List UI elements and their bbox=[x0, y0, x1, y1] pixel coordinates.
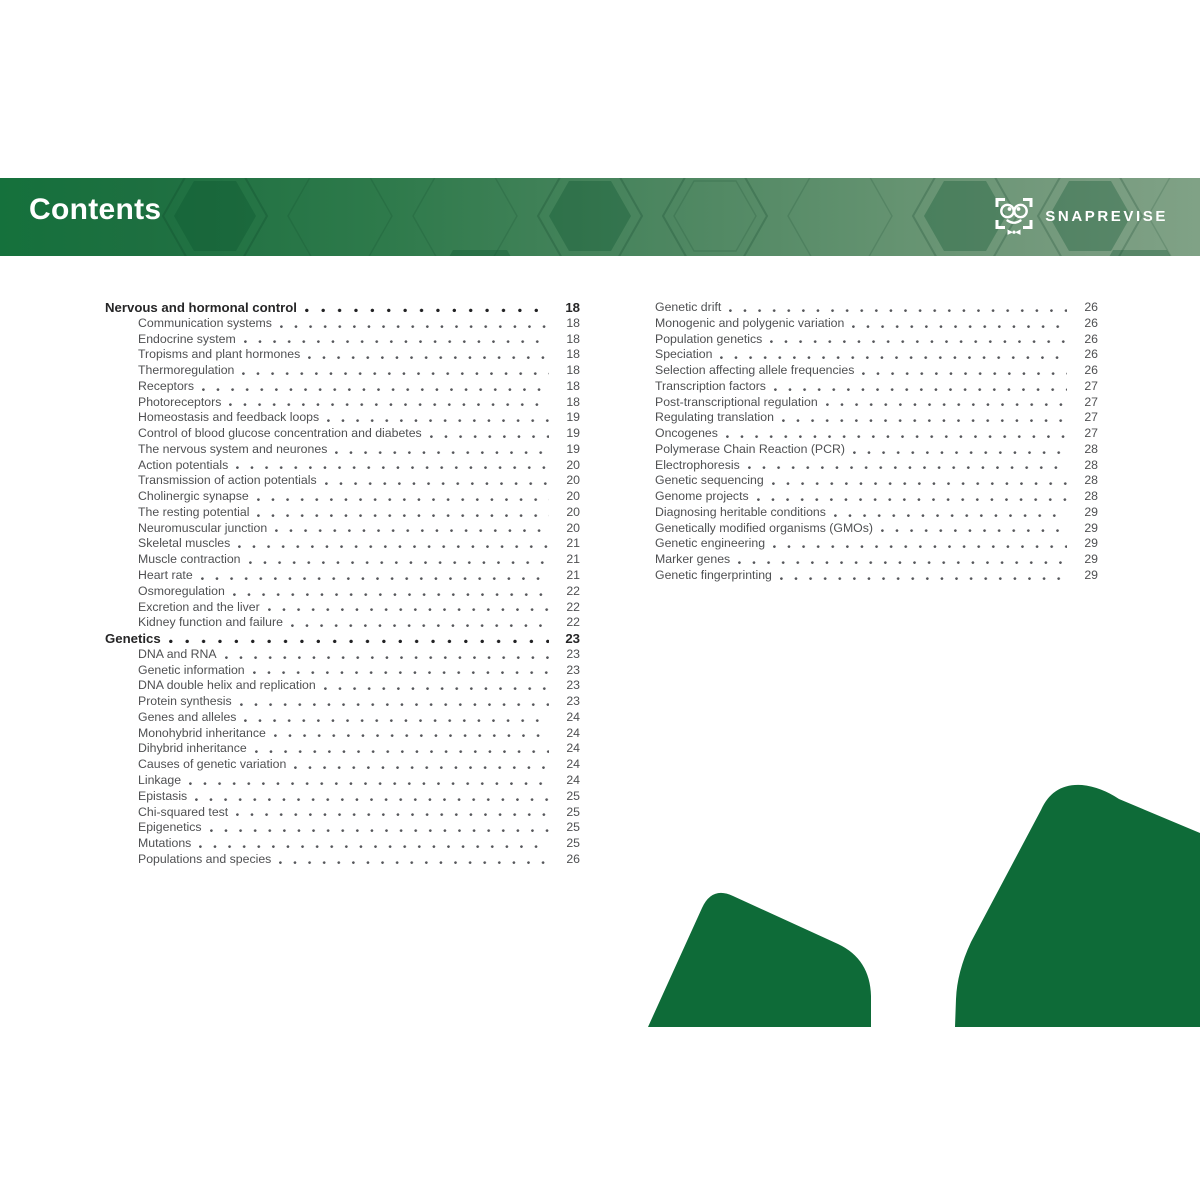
toc-entry bbox=[105, 694, 580, 710]
toc-entry-label: Kidney function and failure bbox=[138, 615, 283, 630]
toc-entry-page: 25 bbox=[566, 804, 580, 819]
dot-leader bbox=[774, 387, 1067, 393]
dot-leader bbox=[327, 418, 549, 424]
dot-leader bbox=[244, 339, 549, 345]
toc-entry-label: Genetic sequencing bbox=[655, 473, 764, 488]
dot-leader bbox=[780, 576, 1067, 582]
toc-entry bbox=[655, 473, 1098, 489]
dot-leader bbox=[195, 797, 549, 803]
toc-entry-label: Communication systems bbox=[138, 315, 272, 330]
dot-leader bbox=[275, 528, 549, 534]
toc-column-right bbox=[655, 300, 1098, 584]
toc-entry-label: Linkage bbox=[138, 772, 182, 787]
dot-leader bbox=[255, 749, 549, 755]
toc-entry bbox=[655, 410, 1098, 426]
toc-entry-page: 24 bbox=[566, 709, 580, 724]
toc-entry bbox=[105, 489, 580, 505]
snaprevise-owl-icon bbox=[994, 196, 1034, 236]
toc-entry-page: 19 bbox=[566, 441, 580, 456]
toc-entry-label: Muscle contraction bbox=[138, 552, 241, 567]
toc-entry bbox=[105, 552, 580, 568]
toc-entry bbox=[105, 458, 580, 474]
toc-entry-page: 23 bbox=[566, 678, 580, 693]
page-title: Contents bbox=[29, 193, 162, 226]
dot-leader bbox=[308, 355, 549, 361]
toc-entry-label: Epistasis bbox=[138, 788, 188, 803]
dot-leader bbox=[720, 355, 1067, 361]
toc-entry bbox=[105, 852, 580, 868]
toc-entry-page: 25 bbox=[566, 836, 580, 851]
toc-entry-page: 26 bbox=[1084, 363, 1098, 378]
toc-entry bbox=[655, 458, 1098, 474]
toc-entry-page: 29 bbox=[1084, 552, 1098, 567]
toc-entry-page: 22 bbox=[566, 599, 580, 614]
dot-leader bbox=[274, 733, 549, 739]
dot-leader bbox=[748, 465, 1067, 471]
toc-entry bbox=[655, 568, 1098, 584]
dot-leader bbox=[324, 686, 549, 692]
toc-entry bbox=[105, 647, 580, 663]
toc-entry-page: 24 bbox=[566, 725, 580, 740]
dot-leader bbox=[210, 828, 549, 834]
dot-leader bbox=[757, 497, 1067, 503]
toc-entry-page: 29 bbox=[1084, 504, 1098, 519]
toc-entry-label: Speciation bbox=[655, 347, 713, 362]
toc-section-header bbox=[105, 631, 580, 647]
toc-entry-page: 25 bbox=[566, 820, 580, 835]
dot-leader bbox=[834, 513, 1067, 519]
dot-leader bbox=[233, 592, 549, 598]
toc-entry-page: 29 bbox=[1084, 536, 1098, 551]
toc-entry-page: 23 bbox=[565, 631, 580, 647]
toc-entry-label: Skeletal muscles bbox=[138, 536, 231, 551]
toc-entry-label: Receptors bbox=[138, 378, 195, 393]
toc-entry-label: Epigenetics bbox=[138, 820, 202, 835]
toc-entry-page: 23 bbox=[566, 662, 580, 677]
dot-leader bbox=[280, 324, 549, 330]
dot-leader bbox=[238, 544, 549, 550]
toc-entry-label: Causes of genetic variation bbox=[138, 757, 287, 772]
toc-entry bbox=[655, 489, 1098, 505]
toc-entry-label: Neuromuscular junction bbox=[138, 520, 268, 535]
toc-entry bbox=[105, 663, 580, 679]
toc-entry-page: 19 bbox=[566, 426, 580, 441]
toc-entry-label: Control of blood glucose concentration and diabetes bbox=[138, 426, 422, 441]
toc-entry-label: Osmoregulation bbox=[138, 583, 225, 598]
toc-entry-label: Transcription factors bbox=[655, 378, 766, 393]
toc-entry-label: Protein synthesis bbox=[138, 694, 232, 709]
dot-leader bbox=[294, 765, 549, 771]
toc-entry-label: Transmission of action potentials bbox=[138, 473, 317, 488]
dot-leader bbox=[279, 860, 549, 866]
toc-entry bbox=[655, 426, 1098, 442]
toc-entry-label: Nervous and hormonal control bbox=[105, 300, 297, 315]
toc-entry-page: 24 bbox=[566, 772, 580, 787]
dot-leader bbox=[335, 450, 549, 456]
toc-entry-page: 28 bbox=[1084, 441, 1098, 456]
toc-entry-page: 18 bbox=[566, 394, 580, 409]
toc-entry-label: Marker genes bbox=[655, 552, 731, 567]
toc-column-left bbox=[105, 300, 580, 868]
toc-entry bbox=[105, 536, 580, 552]
dot-leader bbox=[249, 560, 549, 566]
dot-leader bbox=[225, 655, 549, 661]
dot-leader bbox=[852, 324, 1067, 330]
toc-entry-label: Genetic drift bbox=[655, 300, 722, 314]
toc-entry-label: Regulating translation bbox=[655, 410, 774, 425]
toc-entry-page: 20 bbox=[566, 473, 580, 488]
mountain-shape-large bbox=[955, 785, 1200, 1027]
toc-entry-page: 27 bbox=[1084, 394, 1098, 409]
dot-leader bbox=[881, 528, 1067, 534]
toc-entry bbox=[655, 552, 1098, 568]
toc-entry-label: Thermoregulation bbox=[138, 363, 235, 378]
toc-entry bbox=[105, 505, 580, 521]
toc-entry-page: 26 bbox=[1084, 300, 1098, 314]
toc-entry-page: 18 bbox=[566, 363, 580, 378]
toc-entry-label: Photoreceptors bbox=[138, 394, 222, 409]
toc-entry-page: 29 bbox=[1084, 568, 1098, 583]
toc-entry bbox=[105, 741, 580, 757]
toc-entry-label: Mutations bbox=[138, 836, 192, 851]
dot-leader bbox=[268, 607, 549, 613]
toc-entry-page: 28 bbox=[1084, 473, 1098, 488]
toc-entry-label: Genes and alleles bbox=[138, 709, 237, 724]
toc-entry-label: Chi-squared test bbox=[138, 804, 229, 819]
toc-entry bbox=[105, 773, 580, 789]
dot-leader bbox=[229, 402, 549, 408]
header-band bbox=[0, 178, 1200, 256]
toc-entry bbox=[105, 615, 580, 631]
toc-entry-page: 18 bbox=[566, 378, 580, 393]
dot-leader bbox=[201, 576, 549, 582]
toc-entry bbox=[105, 678, 580, 694]
dot-leader bbox=[325, 481, 549, 487]
toc-entry-label: Selection affecting allele frequencies bbox=[655, 363, 855, 378]
toc-entry bbox=[105, 395, 580, 411]
dot-leader bbox=[772, 481, 1067, 487]
toc-entry bbox=[105, 521, 580, 537]
toc-entry-page: 27 bbox=[1084, 410, 1098, 425]
toc-entry bbox=[105, 568, 580, 584]
toc-entry-label: Population genetics bbox=[655, 331, 763, 346]
toc-entry bbox=[105, 473, 580, 489]
toc-entry-page: 20 bbox=[566, 489, 580, 504]
toc-entry bbox=[105, 836, 580, 852]
toc-entry-page: 20 bbox=[566, 520, 580, 535]
toc-entry bbox=[105, 316, 580, 332]
toc-entry bbox=[105, 332, 580, 348]
toc-entry-label: Genetic fingerprinting bbox=[655, 568, 772, 583]
dot-leader bbox=[240, 702, 549, 708]
toc-entry-page: 27 bbox=[1084, 426, 1098, 441]
toc-entry-label: DNA double helix and replication bbox=[138, 678, 316, 693]
mountain-shape-small bbox=[648, 893, 871, 1027]
toc-entry bbox=[655, 379, 1098, 395]
toc-entry-page: 26 bbox=[1084, 315, 1098, 330]
toc-entry-page: 22 bbox=[566, 583, 580, 598]
toc-entry-page: 21 bbox=[566, 536, 580, 551]
toc-entry-page: 22 bbox=[566, 615, 580, 630]
dot-leader bbox=[236, 812, 549, 818]
toc-entry bbox=[655, 521, 1098, 537]
dot-leader bbox=[253, 670, 549, 676]
toc-entry bbox=[105, 789, 580, 805]
toc-entry-label: Genetics bbox=[105, 631, 161, 647]
dot-leader bbox=[305, 308, 549, 314]
toc-entry bbox=[655, 395, 1098, 411]
toc-entry bbox=[655, 442, 1098, 458]
toc-entry-label: Diagnosing heritable conditions bbox=[655, 504, 826, 519]
toc-entry-page: 28 bbox=[1084, 457, 1098, 472]
toc-entry-page: 23 bbox=[566, 646, 580, 661]
dot-leader bbox=[199, 844, 549, 850]
toc-entry-label: The nervous system and neurones bbox=[138, 441, 328, 456]
toc-entry bbox=[105, 379, 580, 395]
toc-entry-page: 21 bbox=[566, 568, 580, 583]
toc-entry bbox=[105, 726, 580, 742]
toc-entry-label: Genetically modified organisms (GMOs) bbox=[655, 520, 873, 535]
toc-entry-page: 26 bbox=[566, 851, 580, 866]
toc-entry-label: Dihybrid inheritance bbox=[138, 741, 247, 756]
toc-entry-label: Excretion and the liver bbox=[138, 599, 260, 614]
dot-leader bbox=[782, 418, 1067, 424]
dot-leader bbox=[291, 623, 549, 629]
dot-leader bbox=[430, 434, 549, 440]
toc-entry-label: Populations and species bbox=[138, 851, 272, 866]
toc-entry-label: DNA and RNA bbox=[138, 646, 217, 661]
toc-entry bbox=[105, 600, 580, 616]
dot-leader bbox=[244, 718, 549, 724]
toc-entry-page: 19 bbox=[566, 410, 580, 425]
toc-entry bbox=[655, 347, 1098, 363]
toc-entry-label: Endocrine system bbox=[138, 331, 236, 346]
dot-leader bbox=[189, 781, 549, 787]
dot-leader bbox=[236, 465, 549, 471]
toc-entry-page: 28 bbox=[1084, 489, 1098, 504]
toc-entry bbox=[655, 332, 1098, 348]
toc-section-header bbox=[105, 300, 580, 316]
toc-entry-label: Monogenic and polygenic variation bbox=[655, 315, 845, 330]
toc-entry bbox=[655, 316, 1098, 332]
toc-entry-label: Genetic engineering bbox=[655, 536, 766, 551]
toc-entry bbox=[105, 363, 580, 379]
dot-leader bbox=[853, 450, 1067, 456]
toc-entry-label: Action potentials bbox=[138, 457, 229, 472]
toc-entry-label: Polymerase Chain Reaction (PCR) bbox=[655, 441, 845, 456]
toc-entry-page: 24 bbox=[566, 757, 580, 772]
dot-leader bbox=[738, 560, 1067, 566]
toc-entry-page: 26 bbox=[1084, 331, 1098, 346]
toc-entry-page: 18 bbox=[565, 300, 580, 315]
dot-leader bbox=[862, 371, 1067, 377]
toc-entry-page: 20 bbox=[566, 457, 580, 472]
toc-entry bbox=[105, 805, 580, 821]
toc-entry-label: The resting potential bbox=[138, 504, 250, 519]
toc-entry-label: Oncogenes bbox=[655, 426, 718, 441]
toc-entry bbox=[105, 410, 580, 426]
dot-leader bbox=[202, 387, 549, 393]
toc-entry bbox=[655, 505, 1098, 521]
toc-entry-page: 18 bbox=[566, 347, 580, 362]
dot-leader bbox=[729, 308, 1067, 314]
toc-entry bbox=[105, 442, 580, 458]
toc-entry-label: Cholinergic synapse bbox=[138, 489, 249, 504]
toc-entry-page: 23 bbox=[566, 694, 580, 709]
toc-entry-label: Post-transcriptional regulation bbox=[655, 394, 818, 409]
dot-leader bbox=[169, 639, 549, 645]
toc-entry bbox=[655, 363, 1098, 379]
toc-entry-page: 21 bbox=[566, 552, 580, 567]
toc-entry-label: Genetic information bbox=[138, 662, 245, 677]
toc-entry-page: 24 bbox=[566, 741, 580, 756]
dot-leader bbox=[773, 544, 1067, 550]
dot-leader bbox=[257, 497, 549, 503]
dot-leader bbox=[826, 402, 1067, 408]
toc-entry-label: Genome projects bbox=[655, 489, 749, 504]
brand-name: SNAPREVISE bbox=[1045, 207, 1168, 225]
toc-entry-label: Electrophoresis bbox=[655, 457, 740, 472]
toc-entry-page: 18 bbox=[566, 331, 580, 346]
dot-leader bbox=[770, 339, 1067, 345]
toc-entry-label: Monohybrid inheritance bbox=[138, 725, 266, 740]
toc-entry bbox=[105, 820, 580, 836]
dot-leader bbox=[726, 434, 1067, 440]
toc-entry-page: 25 bbox=[566, 788, 580, 803]
brand-logo bbox=[994, 196, 1168, 236]
toc-entry bbox=[105, 347, 580, 363]
toc-entry bbox=[105, 584, 580, 600]
toc-entry-page: 27 bbox=[1084, 378, 1098, 393]
toc-entry bbox=[105, 710, 580, 726]
dot-leader bbox=[257, 513, 549, 519]
toc-entry-label: Heart rate bbox=[138, 568, 193, 583]
toc-entry-page: 26 bbox=[1084, 347, 1098, 362]
toc-entry-page: 29 bbox=[1084, 520, 1098, 535]
toc-entry bbox=[105, 757, 580, 773]
toc-entry-label: Homeostasis and feedback loops bbox=[138, 410, 320, 425]
toc-entry-page: 20 bbox=[566, 504, 580, 519]
toc-entry bbox=[655, 300, 1098, 316]
toc-entry-label: Tropisms and plant hormones bbox=[138, 347, 301, 362]
toc-entry bbox=[655, 536, 1098, 552]
dot-leader bbox=[242, 371, 549, 377]
toc-entry-page: 18 bbox=[566, 315, 580, 330]
toc-entry bbox=[105, 426, 580, 442]
